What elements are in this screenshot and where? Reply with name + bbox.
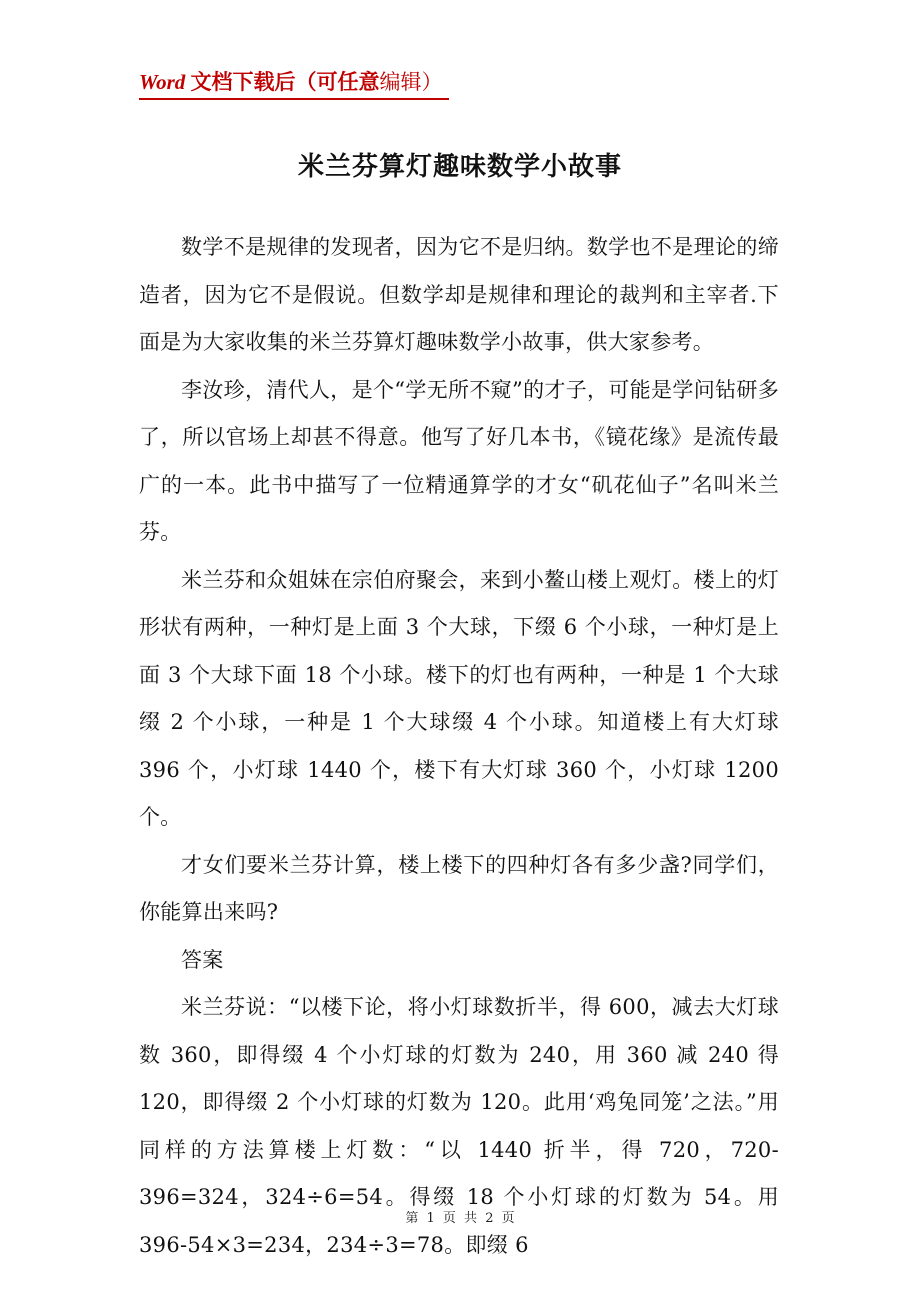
paragraph-intro: 数学不是规律的发现者，因为它不是归纳。数学也不是理论的缔造者，因为它不是假说。但数学却是规律和理论的裁判和主宰者.下面是为大家收集的米兰芬算灯趣味数学小故事，供大家参考。 [139, 235, 779, 354]
banner-word: Word [139, 70, 186, 94]
download-banner [139, 66, 449, 100]
paragraph-answer: 米兰芬说：“以楼下论，将小灯球数折半，得 600，减去大灯球数 360，即得缀 4 个小灯球的灯数为 240，用 360 减 240 得 120，即得缀 2 个小灯球的灯数为 120。此用‘鸡兔同笼’之法。”用同样的方法算楼上灯数：“以 1440 折半，得 720，720-396=324，324÷6=54。得缀 18 个小灯球的灯数为 54。用 396-54×3=234，234÷3=78。即缀 6 [139, 995, 779, 1257]
page-footer: 第 1 页 共 2 页 [405, 1211, 515, 1226]
banner-text-2: 载后（可任意 [253, 70, 380, 94]
banner-text-3: 编辑） [379, 70, 443, 94]
paragraph-li-ruzhen: 李汝珍，清代人，是个“学无所不窥”的才子，可能是学问钻研多了，所以官场上却甚不得意。他写了好几本书，《镜花缘》是流传最广的一本。此书中描写了一位精通算学的才女“矶花仙子”名叫米兰芬。 [139, 377, 779, 544]
document-title: 米兰芬算灯趣味数学小故事 [297, 152, 622, 182]
paragraph-lanterns: 米兰芬和众姐妹在宗伯府聚会，来到小鳌山楼上观灯。楼上的灯形状有两种，一种灯是上面 3 个大球，下缀 6 个小球，一种灯是上面 3 个大球下面 18 个小球。楼下的灯也有两种，一种是 1 个大球缀 2 个小球，一种是 1 个大球缀 4 个小球。知道楼上有大灯球 396 个，小灯球 1440 个，楼下有大灯球 360 个，小灯球 1200 个。 [139, 567, 779, 829]
banner-text-1: 文档下 [185, 70, 254, 94]
paragraph-question: 才女们要米兰芬计算，楼上楼下的四种灯各有多少盏?同学们，你能算出来吗? [139, 852, 779, 924]
paragraph-answer-heading: 答案 [181, 947, 224, 972]
document-body [139, 224, 779, 1269]
